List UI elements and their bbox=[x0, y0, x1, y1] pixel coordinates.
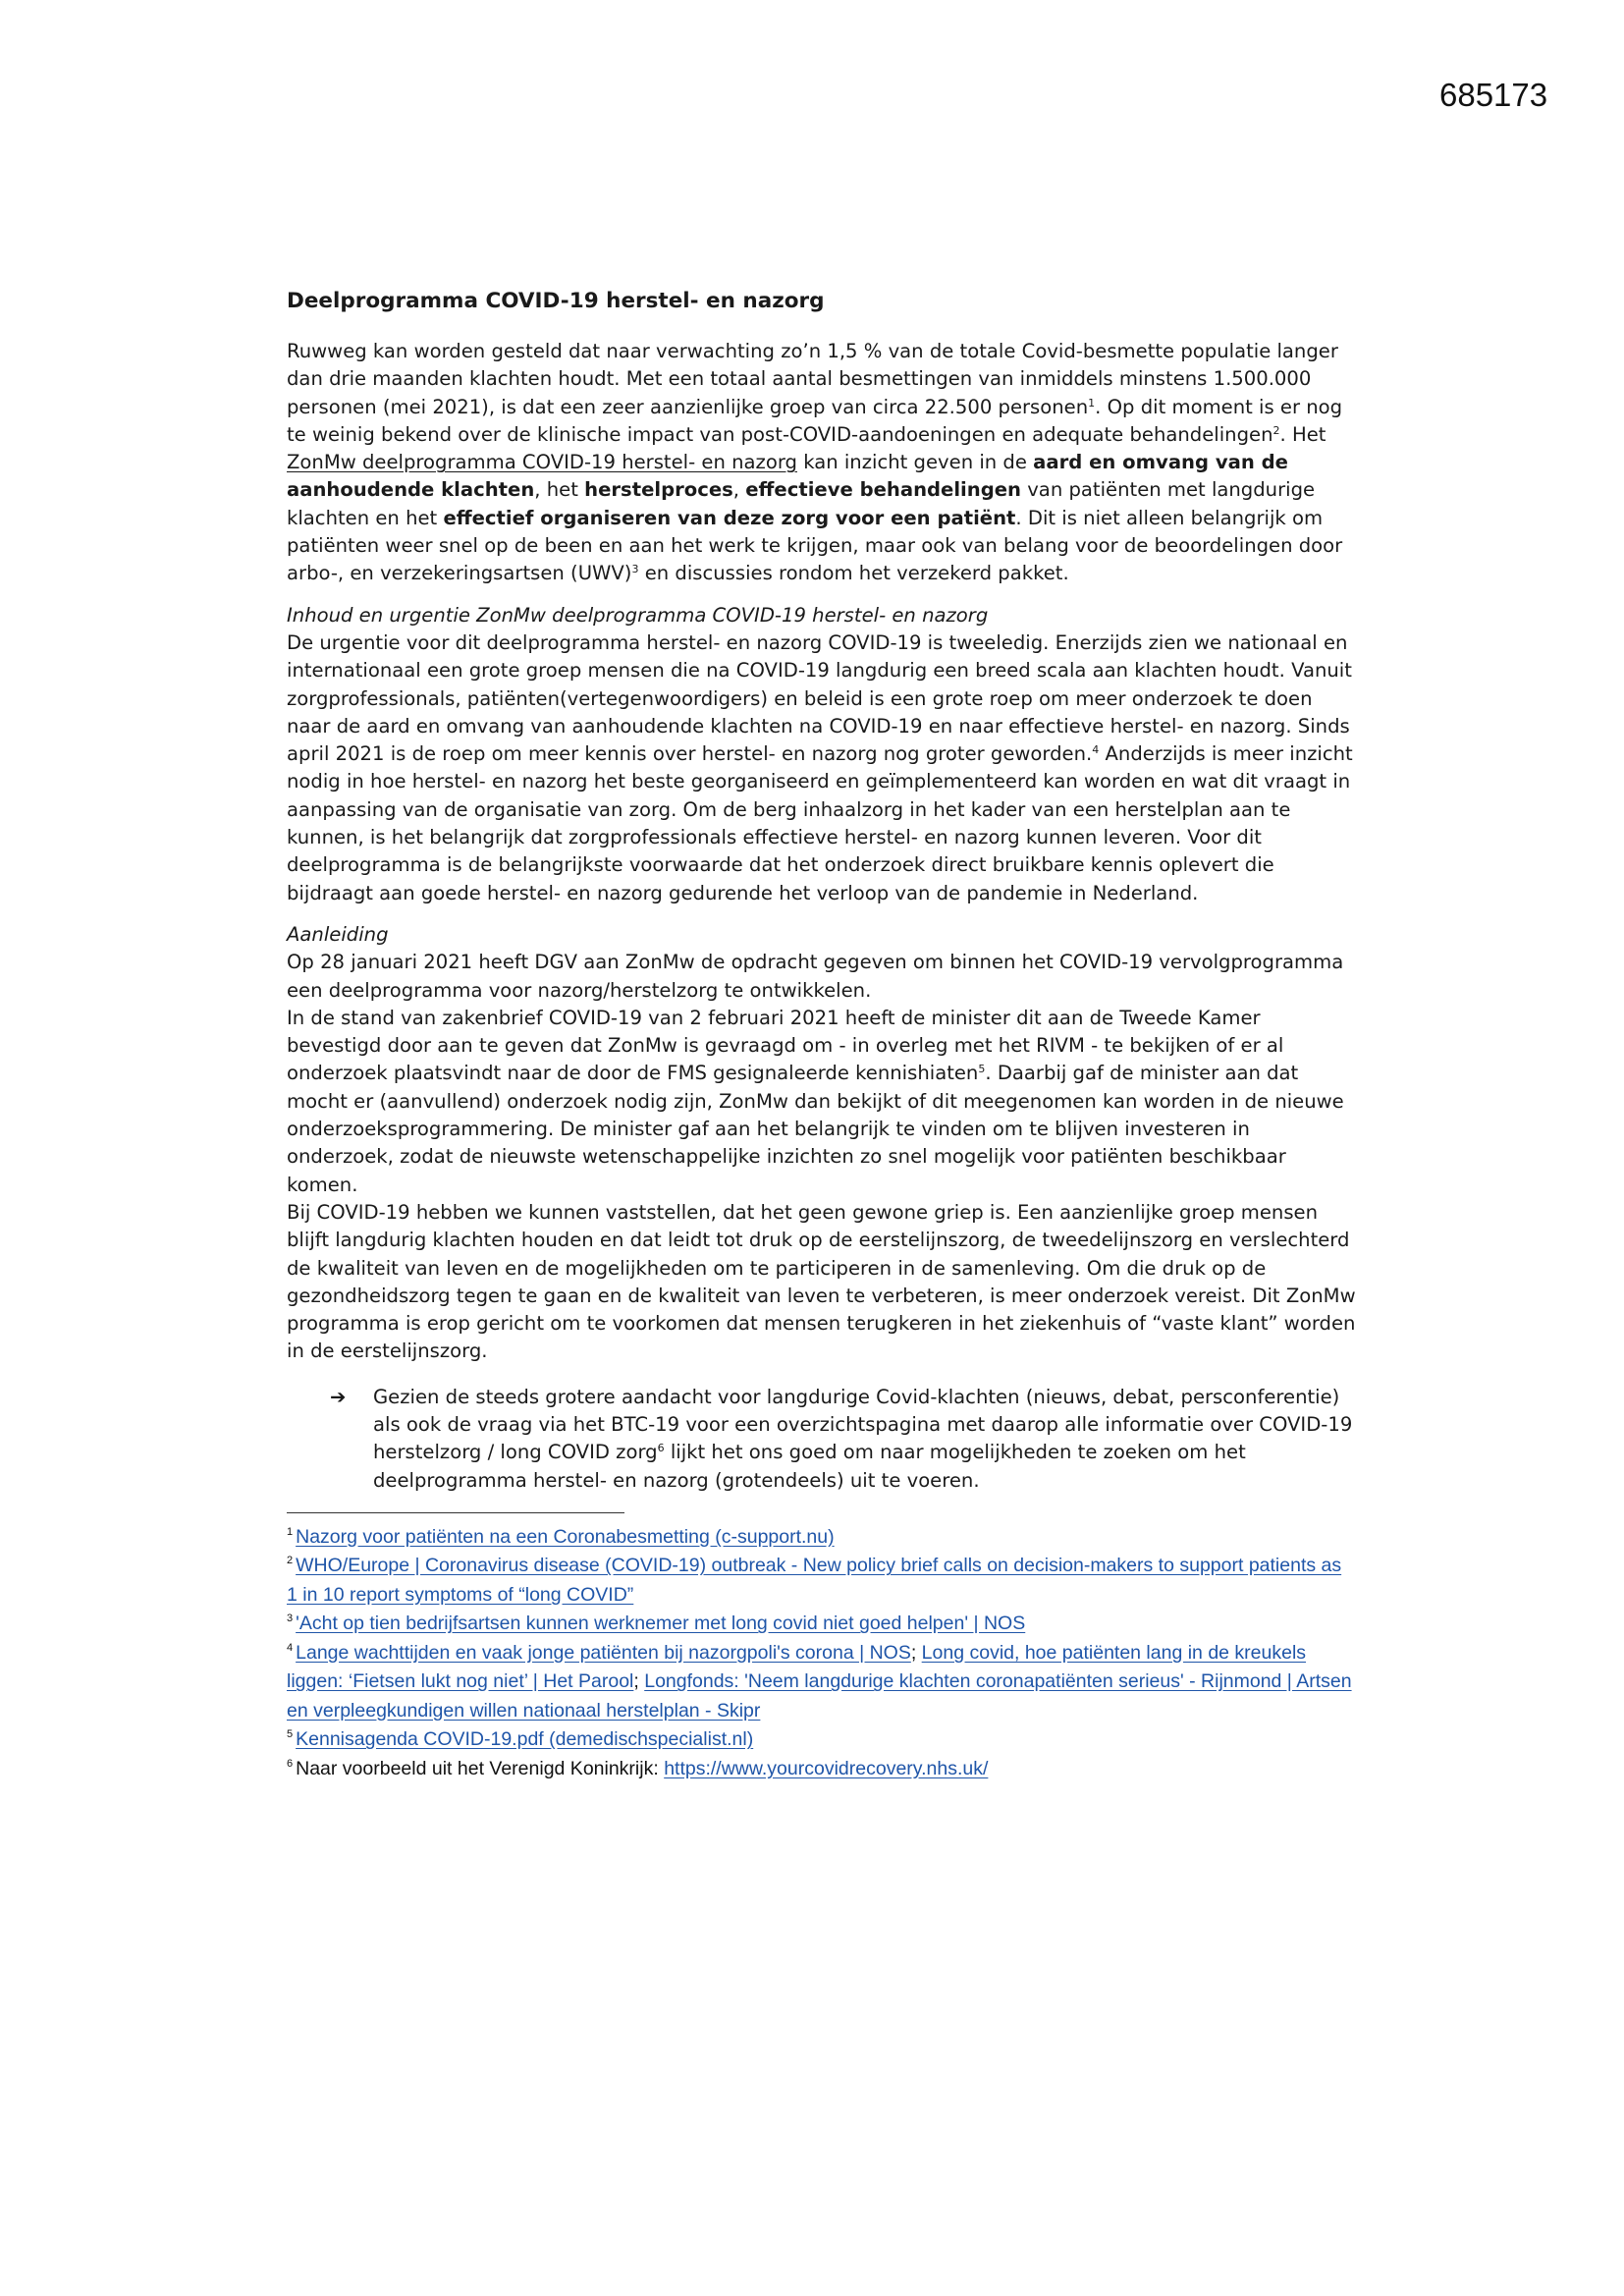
aanleiding-paragraph-2 bbox=[287, 1005, 1357, 1199]
section-heading: Aanleiding bbox=[287, 922, 389, 946]
footnote-ref-5[interactable]: 5 bbox=[978, 1063, 986, 1076]
footnote-link[interactable]: Nazorg voor patiënten na een Coronabesmetting (c-support.nu) bbox=[296, 1525, 835, 1548]
document-body bbox=[287, 287, 1357, 1783]
intro-paragraph bbox=[287, 338, 1357, 588]
bold-text: herstelproces bbox=[584, 478, 733, 502]
text: kan inzicht geven in de bbox=[796, 451, 1034, 474]
text: Gezien de steeds grotere aandacht voor langdurige Covid-klachten (nieuws, debat, persconferentie) als ook de vraag via het BTC-19 voor een overzichtspagina met daarop alle informatie over COVID-19 herstelzorg / long COVID zorg bbox=[373, 1385, 1353, 1464]
arrow-right-icon: ➔ bbox=[330, 1385, 347, 1408]
footnote-link[interactable]: https://www.yourcovidrecovery.nhs.uk/ bbox=[664, 1757, 989, 1779]
urgentie-paragraph bbox=[287, 629, 1357, 907]
aanleiding-paragraph-3: Bij COVID-19 hebben we kunnen vaststellen, dat het geen gewone griep is. Een aanzienlijke groep mensen blijft langdurig klachten houden en dat leidt tot druk op de eerstelijnszorg, de tweedelijnszorg en verslechterd de kwaliteit van leven en de mogelijkheden om te participeren in de samenleving. Om die druk op de gezondheidszorg tegen te gaan en de kwaliteit van leven te verbeteren, is meer onderzoek vereist. Dit ZonMw programma is erop gericht om te voorkomen dat mensen terugkeren in het ziekenhuis of “vaste klant” worden in de eerstelijnszorg. bbox=[287, 1200, 1356, 1363]
bullet-text bbox=[373, 1384, 1357, 1495]
footnote-3 bbox=[287, 1610, 1357, 1639]
text: . Op dit moment is er nog te weinig bekend over de klinische impact van post-COVID-aandoeningen en adequate behandelingen bbox=[287, 395, 1343, 446]
text: , het bbox=[534, 478, 585, 502]
text: . Het bbox=[1279, 422, 1326, 446]
footnote-2 bbox=[287, 1552, 1357, 1610]
footnote-divider bbox=[287, 1512, 624, 1513]
text: . Daarbij gaf de minister aan dat mocht er (aanvullend) onderzoek nodig zijn, ZonMw dan bekijkt of dit meegenomen kan worden in de nieuwe onderzoeksprogrammering. De minister gaf aan het belangrijk te vinden om te blijven investeren in onderzoek, zodat de nieuwste wetenschappelijke inzichten zo snel mogelijk voor patiënten beschikbaar komen. bbox=[287, 1062, 1344, 1196]
footnote-link[interactable]: Lange wachttijden en vaak jonge patiënten bij nazorgpoli's corona | NOS bbox=[296, 1641, 911, 1664]
bold-text: effectief organiseren van deze zorg voor een patiënt bbox=[443, 506, 1016, 529]
footnote-number: 6 bbox=[287, 1757, 294, 1770]
bold-text: effectieve behandelingen bbox=[745, 478, 1021, 502]
text: Anderzijds is meer inzicht nodig in hoe herstel- en nazorg het beste georganiseerd en geïmplementeerd kan worden en wat dit vraagt in aanpassing van de organisatie van zorg. Om de berg inhaalzorg in het kader van een herstelplan aan te kunnen, is het belangrijk dat zorgprofessionals effectieve herstel- en nazorg kunnen leveren. Voor dit deelprogramma is de belangrijkste voorwaarde dat het onderzoek direct bruikbare kennis oplevert die bijdraagt aan goede herstel- en nazorg gedurende het verloop van de pandemie in Nederland. bbox=[287, 742, 1353, 904]
arrow-bullet-item bbox=[330, 1384, 1357, 1495]
footnote-4 bbox=[287, 1639, 1357, 1726]
text: lijkt het ons goed om naar mogelijkheden te zoeken om het deelprogramma herstel- en nazorg (grotendeels) uit te voeren. bbox=[373, 1441, 1246, 1492]
footnote-ref-6[interactable]: 6 bbox=[657, 1442, 665, 1455]
footnote-ref-3[interactable]: 3 bbox=[631, 563, 639, 576]
page-title: Deelprogramma COVID-19 herstel- en nazorg bbox=[287, 289, 825, 313]
footnote-5 bbox=[287, 1725, 1357, 1755]
footnote-ref-4[interactable]: 4 bbox=[1092, 743, 1100, 757]
footnotes bbox=[287, 1523, 1357, 1784]
footnote-link[interactable]: WHO/Europe | Coronavirus disease (COVID-19) outbreak - New policy brief calls on decision-makers to support patients as 1 in 10 report symptoms of “long COVID” bbox=[287, 1555, 1342, 1606]
text: , bbox=[732, 478, 746, 502]
footnote-link[interactable]: 'Acht op tien bedrijfsartsen kunnen werknemer met long covid niet goed helpen' | NOS bbox=[296, 1613, 1026, 1635]
text: Ruwweg kan worden gesteld dat naar verwachting zo’n 1,5 % van de totale Covid-besmette populatie langer dan drie maanden klachten houdt. Met een totaal aantal besmettingen van inmiddels minstens 1.500.000 personen (mei 2021), is dat een zeer aanzienlijke groep van circa 22.500 personen bbox=[287, 340, 1338, 418]
footnote-number: 1 bbox=[287, 1525, 294, 1538]
footnote-link[interactable]: Kennisagenda COVID-19.pdf (demedischspecialist.nl) bbox=[296, 1728, 754, 1751]
text: en discussies rondom het verzekerd pakket. bbox=[638, 562, 1069, 585]
document-id: 685173 bbox=[1439, 77, 1548, 113]
footnote-link[interactable]: Longfonds: 'Neem langdurige klachten coronapatiënten serieus' - Rijnmond | Artsen en verpleegkundigen willen nationaal herstelplan - Skipr bbox=[287, 1670, 1352, 1722]
footnote-number: 2 bbox=[287, 1555, 294, 1567]
footnote-ref-2[interactable]: 2 bbox=[1272, 423, 1280, 437]
text: De urgentie voor dit deelprogramma herstel- en nazorg COVID-19 is tweeledig. Enerzijds zien we nationaal en internationaal een grote groep mensen die na COVID-19 langdurig een breed scala aan klachten houdt. Vanuit zorgprofessionals, patiënten(vertegenwoordigers) en beleid is een grote roep om meer onderzoek te doen naar de aard en omvang van aanhoudende klachten na COVID-19 en naar effectieve herstel- en nazorg. Sinds april 2021 is de roep om meer kennis over herstel- en nazorg nog groter geworden. bbox=[287, 630, 1352, 766]
footnote-1 bbox=[287, 1523, 1357, 1553]
footnote-ref-1[interactable]: 1 bbox=[1088, 396, 1096, 410]
footnote-number: 3 bbox=[287, 1613, 294, 1625]
program-link[interactable]: ZonMw deelprogramma COVID-19 herstel- en nazorg bbox=[287, 451, 797, 474]
section-heading: Inhoud en urgentie ZonMw deelprogramma COVID-19 herstel- en nazorg bbox=[287, 603, 989, 627]
footnote-text: Naar voorbeeld uit het Verenigd Koninkrijk: bbox=[296, 1757, 665, 1779]
footnote-6 bbox=[287, 1755, 1357, 1784]
bold-text: aard en omvang van de aanhoudende klachten bbox=[287, 451, 1288, 502]
section-aanleiding bbox=[287, 921, 1357, 1366]
separator: ; bbox=[910, 1641, 922, 1664]
text: van patiënten met langdurige klachten en het bbox=[287, 478, 1316, 529]
footnote-number: 5 bbox=[287, 1728, 294, 1741]
separator: ; bbox=[633, 1670, 645, 1693]
footnote-link[interactable]: Long covid, hoe patiënten lang in de kreukels liggen: ‘Fietsen lukt nog niet’ | Het Parool bbox=[287, 1641, 1307, 1693]
text: In de stand van zakenbrief COVID-19 van 2 februari 2021 heeft de minister dit aan de Tweede Kamer bevestigd door aan te geven dat ZonMw is gevraagd om - in overleg met het RIVM - te bekijken of er al onderzoek plaatsvindt naar de door de FMS gesignaleerde kennishiaten bbox=[287, 1006, 1284, 1085]
aanleiding-paragraph-1: Op 28 januari 2021 heeft DGV aan ZonMw de opdracht gegeven om binnen het COVID-19 vervolgprogramma een deelprogramma voor nazorg/herstelzorg te ontwikkelen. bbox=[287, 951, 1344, 1002]
footnote-number: 4 bbox=[287, 1641, 294, 1654]
section-urgentie bbox=[287, 602, 1357, 907]
text: . Dit is niet alleen belangrijk om patiënten weer snel op de been en aan het werk te krijgen, maar ook van belang voor de beoordelingen door arbo-, en verzekeringsartsen (UWV) bbox=[287, 506, 1343, 585]
